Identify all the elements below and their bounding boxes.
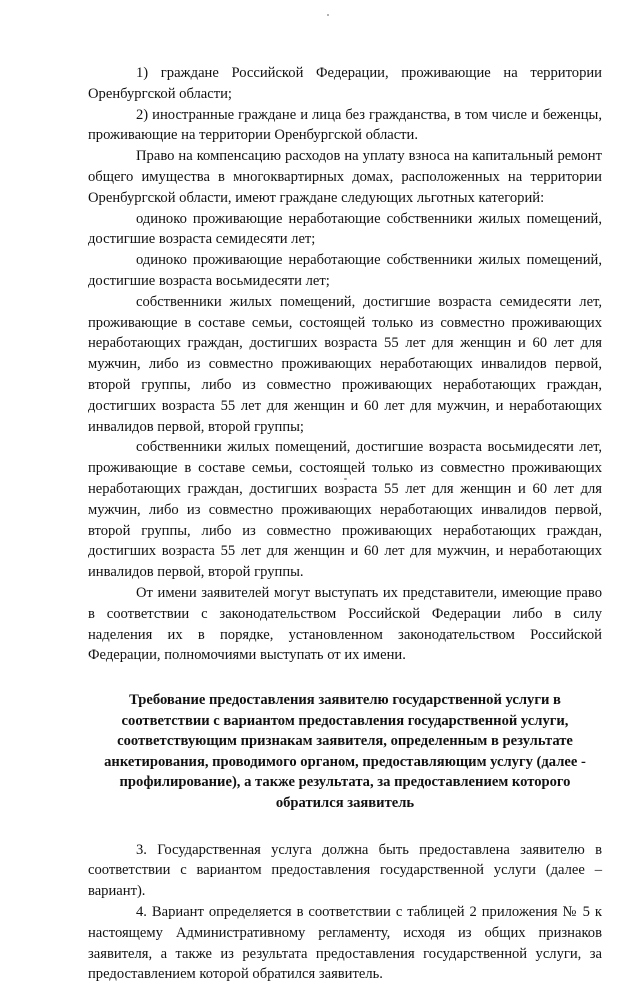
paragraph-4: одиноко проживающие неработающие собственники жилых помещений, достигшие возраста семидесяти лет; [88, 210, 602, 248]
paragraph-1: 1) граждане Российской Федерации, проживающие на территории Оренбургской области; [88, 65, 602, 102]
paragraph-2: 2) иностранные граждане и лица без гражданства, в том числе и беженцы, проживающие на территории Оренбургской области. [88, 106, 602, 144]
spacer [88, 666, 602, 690]
spacer [88, 814, 602, 840]
document-page [88, 63, 602, 985]
paragraph-8: От имени заявителей могут выступать их представители, имеющие право в соответствии с законодательством Российской Федерации либо в силу наделения их в порядке, установленном законодательством Российской Федерации, полномочиями выступать от их имени. [88, 584, 602, 664]
paragraph-3: Право на компенсацию расходов на уплату взноса на капитальный ремонт общего имущества в многоквартирных домах, расположенных на территории Оренбургской области, имеют граждане следующих льготных категорий: [88, 148, 602, 206]
paragraph-7: собственники жилых помещений, достигшие возраста восьмидесяти лет, проживающие в составе семьи, состоящей только из совместно проживающих неработающих граждан, достигших возраста 55 лет для женщин и 60 лет для мужчин, либо из совместно проживающих неработающих инвалидов первой, второй группы, либо из совместно проживающих неработающих граждан, достигших возраста 55 лет для женщин и 60 лет для мужчин, и неработающих инвалидов первой, второй группы. [88, 439, 602, 581]
paragraph-6: собственники жилых помещений, достигшие возраста семидесяти лет, проживающие в составе семьи, состоящей только из совместно проживающих неработающих граждан, достигших возраста 55 лет для женщин и 60 лет для мужчин, либо из совместно проживающих неработающих инвалидов первой, второй группы, либо из совместно проживающих неработающих граждан, достигших возраста 55 лет для женщин и 60 лет для мужчин, и неработающих инвалидов первой, второй группы; [88, 293, 602, 435]
paragraph-5: одиноко проживающие неработающие собственники жилых помещений, достигшие возраста восьмидесяти лет; [88, 252, 602, 289]
section-heading: Требование предоставления заявителю государственной услуги в соответствии с вариантом предоставления государственной услуги, соответствующим признакам заявителя, определенным в результате анкетирования, проводимого органом, предоставляющим услугу (далее - профилирование), а также результата, за предоставлением которого обратился заявитель [104, 692, 586, 812]
paragraph-10: 4. Вариант определяется в соответствии с таблицей 2 приложения № 5 к настоящему Административному регламенту, исходя из общих признаков заявителя, а также из результата предоставления государственной услуги, за предоставлением которой обратился заявитель. [88, 904, 602, 983]
scan-speck [327, 14, 329, 16]
paragraph-9: 3. Государственная услуга должна быть предоставлена заявителю в соответствии с вариантом предоставления государственной услуги (далее – вариант). [88, 841, 602, 900]
